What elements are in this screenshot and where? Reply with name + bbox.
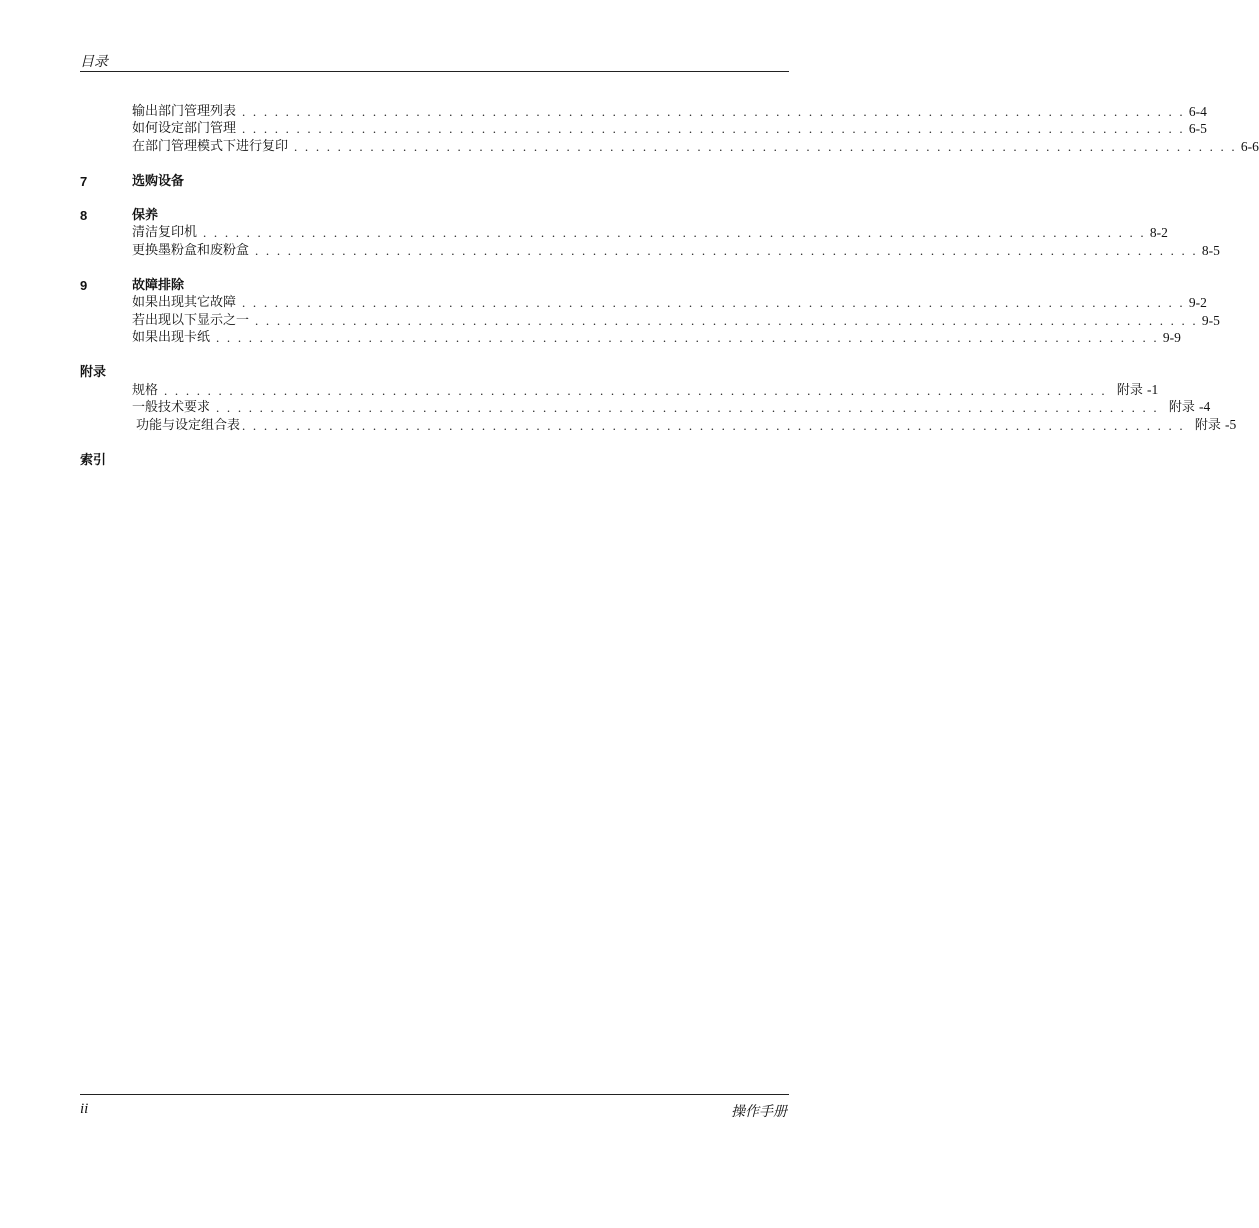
toc-entry[interactable] [80,381,1159,399]
toc-entry[interactable] [80,224,1168,242]
toc-entry[interactable] [80,329,1181,347]
chapter-number: 8 [80,207,88,223]
appendix-page-prefix: 附录 [1168,400,1195,415]
dot-leader: . . . . . . . . . . . . . . . . . . . . . . . . . . . . . . . . . . . . . . . . . . . . . . . . . . . . . . . . . . . . . . . . . . . . . . . . . . . . . . . . . . . . . . . [294,138,1237,154]
toc-entry-page [1107,381,1158,399]
header-title: 目录 [80,54,108,70]
index-title: 索引 [80,452,107,468]
toc-entry-page [1159,398,1210,416]
dot-leader: . . . . . . . . . . . . . . . . . . . . . . . . . . . . . . . . . . . . . . . . . . . . . . . . . . . . . . . . . . . . . . . . . . . . . . . . . . . . . . . . . . . . . . . [203,225,1146,240]
toc-entry-label: 更换墨粉盒和废粉盒 [132,242,250,258]
chapter-number: 7 [80,173,88,189]
toc-entry-label: 规格 [132,382,159,398]
chapter-title: 选购设备 [132,173,185,189]
toc-chapter-9[interactable] [80,276,759,294]
toc-entry-label: 如何设定部门管理 [132,121,237,136]
footer-page-number: ii [80,1101,89,1117]
chapter-title: 故障排除 [132,277,185,293]
toc-entry[interactable] [80,416,1237,434]
toc-entry-label: 功能与设定组合表 [136,417,241,433]
dot-leader: . . . . . . . . . . . . . . . . . . . . . . . . . . . . . . . . . . . . . . . . . . . . . . . . . . . . . . . . . . . . . . . . . . . . . . . . . . . . . . . . . . . . . . . [242,103,1185,119]
toc-entry-page: 8-2 [1149,225,1168,240]
appendix-page-number: -5 [1225,416,1237,432]
appendix-page-number: -1 [1147,381,1159,397]
toc-entry[interactable] [80,137,1259,155]
dot-leader: . . . . . . . . . . . . . . . . . . . . . . . . . . . . . . . . . . . . . . . . . . . . . . . . . . . . . . . . . . . . . . . . . . . . . . . . . . . . . . . . . . . . . . . [255,312,1198,328]
appendix-title: 附录 [80,365,107,380]
toc-entry-page: 6-6 [1240,138,1259,154]
dot-leader: . . . . . . . . . . . . . . . . . . . . . . . . . . . . . . . . . . . . . . . . . . . . . . . . . . . . . . . . . . . . . . . . . . . . . . . . . . . . . . . . . . . . . . . [255,242,1198,258]
chapter-title: 保养 [132,207,159,223]
page-footer [80,1094,789,1120]
footer-title: 操作手册 [731,1104,787,1120]
toc-entry-label: 输出部门管理列表 [132,103,237,119]
chapter-number: 9 [80,277,88,293]
toc-chapter-7[interactable] [80,172,759,190]
toc-entry-page: 9-9 [1162,330,1181,345]
toc-entry[interactable] [80,102,1207,120]
toc-appendix[interactable] [80,363,759,381]
toc-entry-label: 一般技术要求 [132,400,211,415]
toc-entry-label: 清洁复印机 [132,225,198,240]
toc-index[interactable] [80,451,759,469]
toc-entry[interactable] [80,120,1207,138]
page-header [80,50,789,72]
dot-leader: . . . . . . . . . . . . . . . . . . . . . . . . . . . . . . . . . . . . . . . . . . . . . . . . . . . . . . . . . . . . . . . . . . . . . . . . . . . . . . . . . . . . . . . [164,382,1107,398]
toc-entry-page: 6-5 [1188,121,1207,136]
toc-entry[interactable] [80,294,1207,312]
dot-leader: . . . . . . . . . . . . . . . . . . . . . . . . . . . . . . . . . . . . . . . . . . . . . . . . . . . . . . . . . . . . . . . . . . . . . . . . . . . . . . . . . . . . . . . [216,330,1159,345]
table-of-contents [80,102,1259,469]
toc-entry[interactable] [80,311,1220,329]
toc-entry-label: 如果出现其它故障 [132,295,237,310]
toc-chapter-8[interactable] [80,206,759,224]
dot-leader: . . . . . . . . . . . . . . . . . . . . . . . . . . . . . . . . . . . . . . . . . . . . . . . . . . . . . . . . . . . . . . . . . . . . . . . . . . . . . . . . . . . . . . . [242,121,1185,136]
appendix-page-number: -4 [1199,399,1211,414]
dot-leader: . . . . . . . . . . . . . . . . . . . . . . . . . . . . . . . . . . . . . . . . . . . . . . . . . . . . . . . . . . . . . . . . . . . . . . . . . . . . . . . . . . . . . . . [216,400,1159,415]
toc-entry[interactable] [80,241,1220,259]
toc-entry-label: 如果出现卡纸 [132,330,211,345]
toc-entry-page: 8-5 [1201,242,1220,258]
toc-entry[interactable] [80,399,1211,417]
toc-entry-page: 9-5 [1201,312,1220,328]
appendix-page-prefix: 附录 [1194,417,1221,433]
toc-entry-page: 6-4 [1188,103,1207,119]
toc-entry-page [1185,416,1236,434]
toc-entry-label: 在部门管理模式下进行复印 [132,138,289,154]
appendix-page-prefix: 附录 [1116,382,1143,398]
dot-leader: . . . . . . . . . . . . . . . . . . . . . . . . . . . . . . . . . . . . . . . . . . . . . . . . . . . . . . . . . . . . . . . . . . . . . . . . . . . . . . . . . . . . . . . [242,417,1185,433]
toc-entry-label: 若出现以下显示之一 [132,312,250,328]
dot-leader: . . . . . . . . . . . . . . . . . . . . . . . . . . . . . . . . . . . . . . . . . . . . . . . . . . . . . . . . . . . . . . . . . . . . . . . . . . . . . . . . . . . . . . . [242,295,1185,310]
toc-entry-page: 9-2 [1188,295,1207,310]
